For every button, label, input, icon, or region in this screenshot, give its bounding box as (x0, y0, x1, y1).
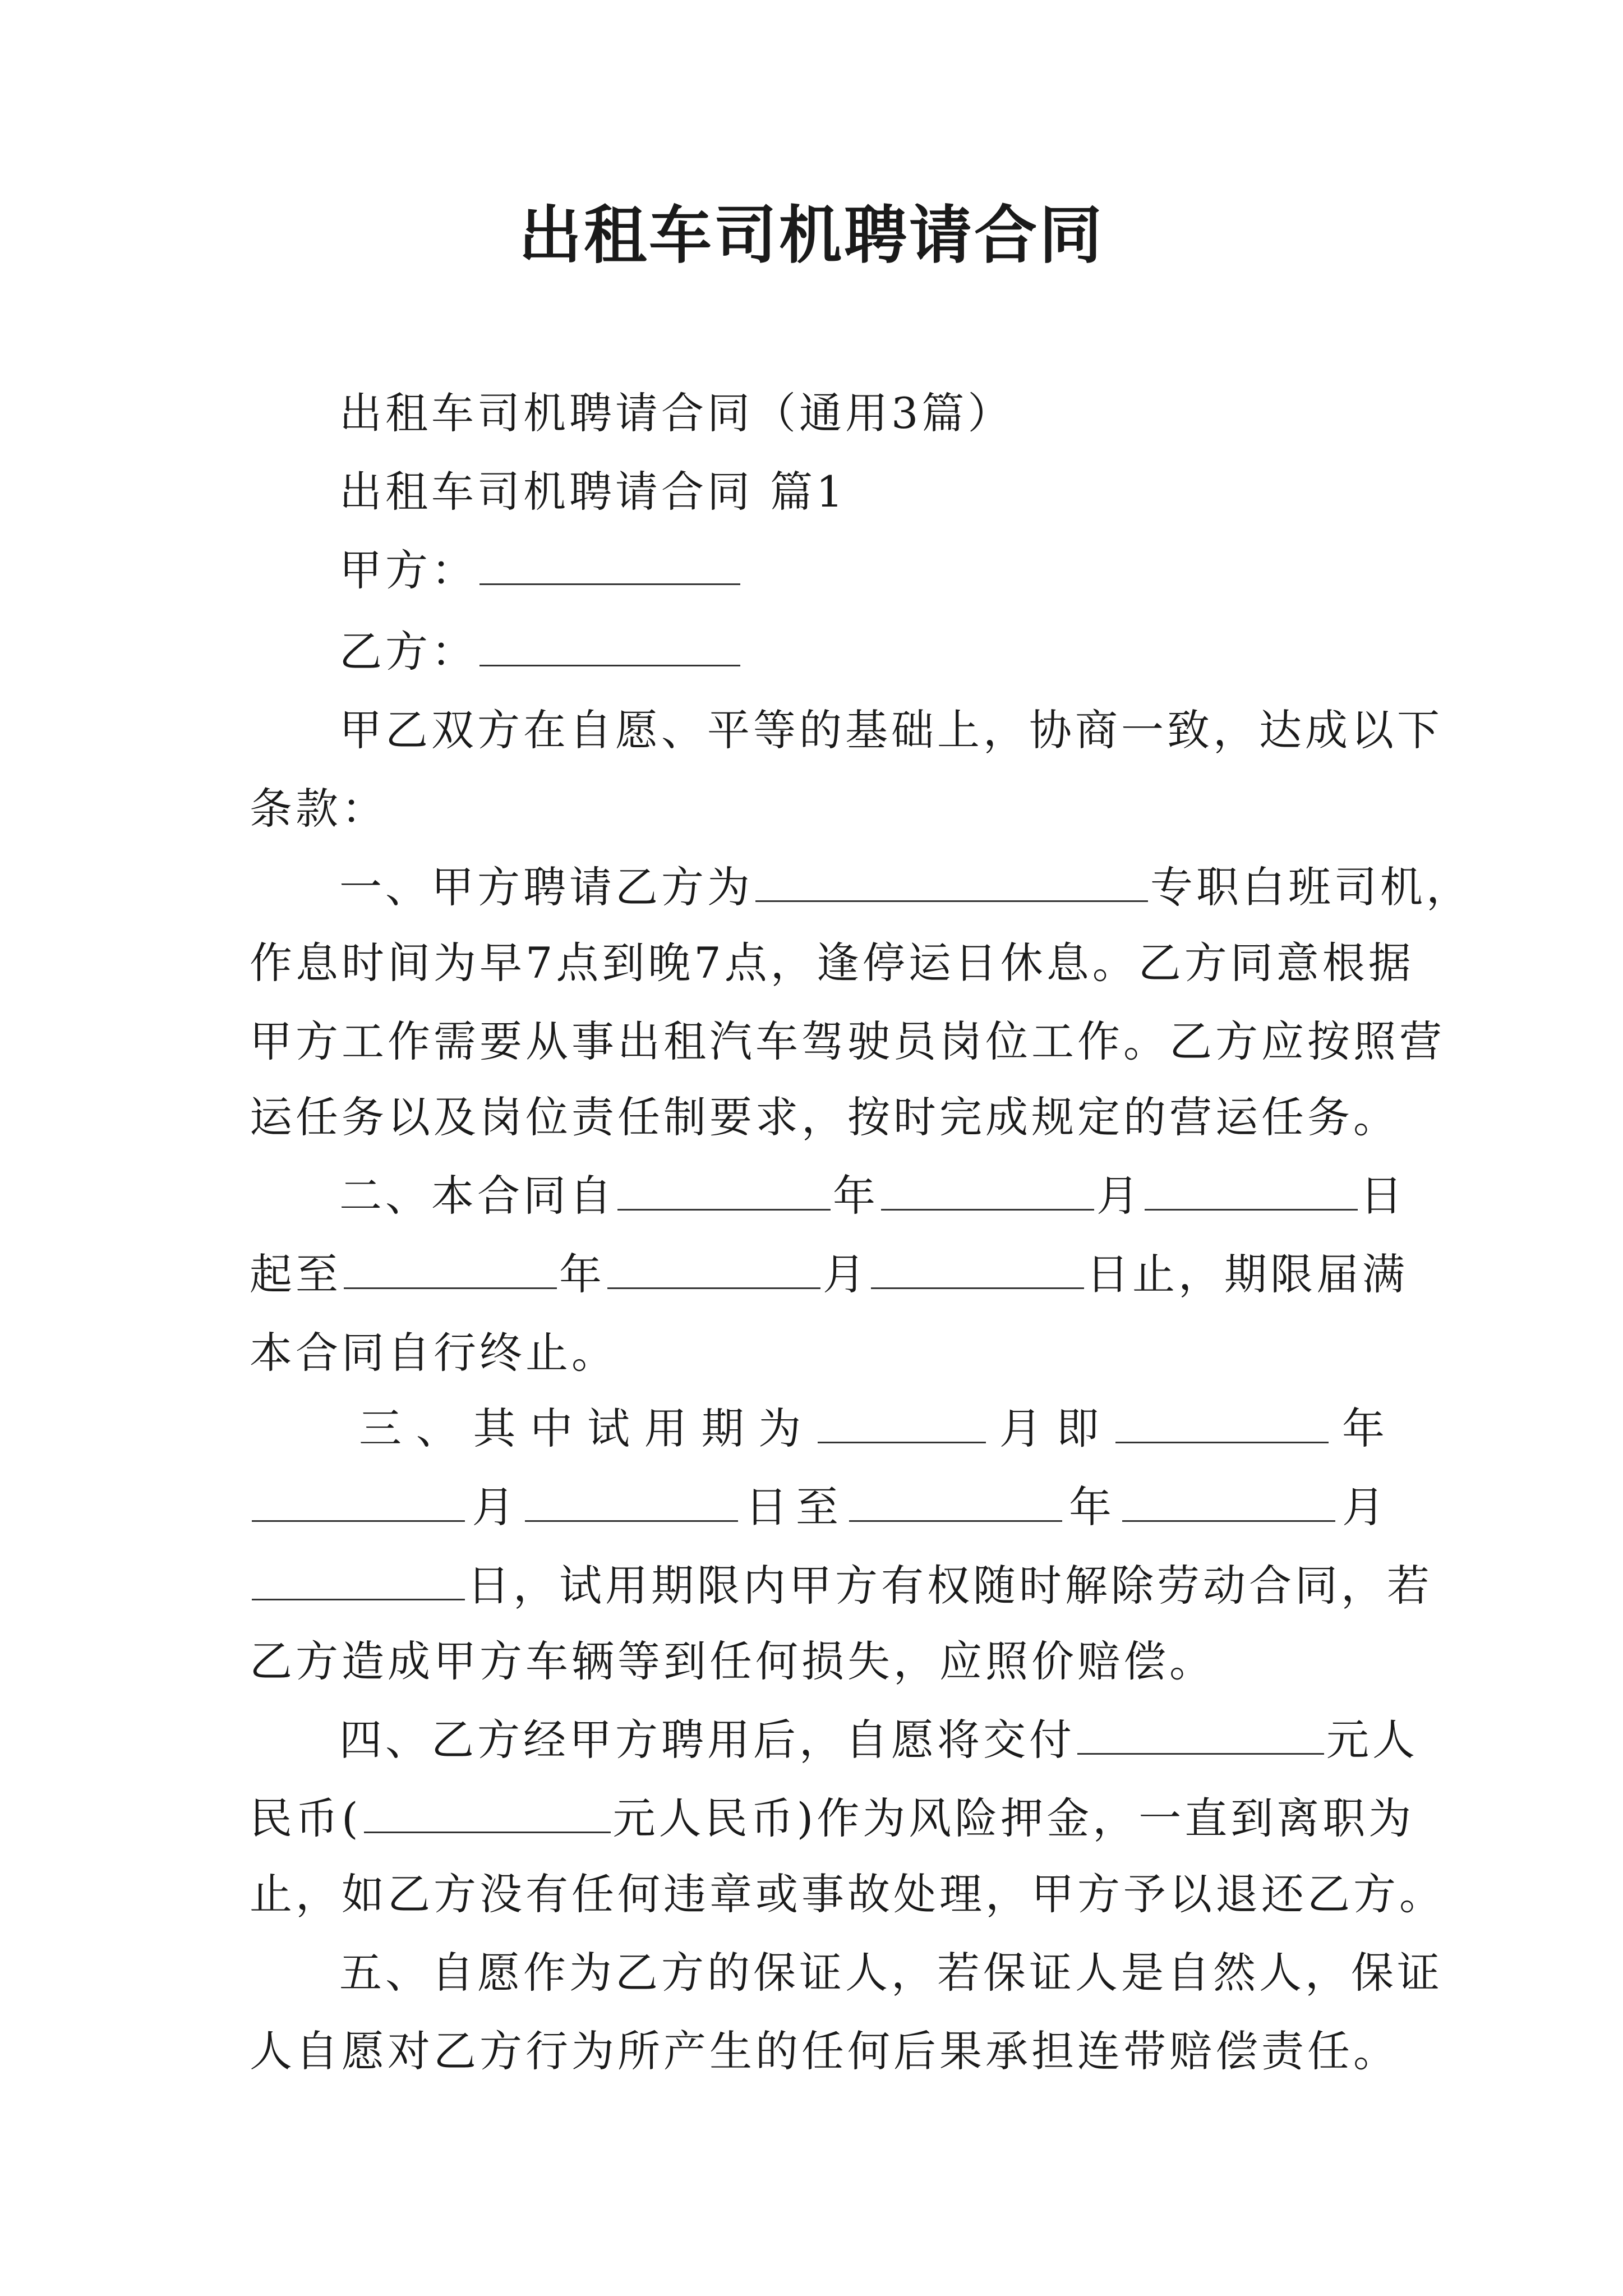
clause-4-text-b: 元人 (1326, 1715, 1418, 1765)
clause-4-text-c: 民币( (250, 1793, 362, 1843)
clause-1-line-2: 作息时间为早7点到晚7点，逢停运日休息。乙方同意根据 (250, 938, 1414, 988)
party-b-line (339, 623, 1388, 681)
probation-start-month-blank[interactable] (252, 1479, 465, 1522)
end-month-blank[interactable] (607, 1246, 820, 1289)
clause-3-text-e: 日至 (740, 1482, 847, 1532)
clause-4-text-a: 四、乙方经甲方聘用后，自愿将交付 (339, 1715, 1075, 1765)
clause-1-line-3: 甲方工作需要从事出租汽车驾驶员岗位工作。乙方应按照营 (250, 1016, 1445, 1066)
party-a-blank[interactable] (479, 542, 740, 585)
clause-3-text-d: 月 (467, 1482, 523, 1532)
clause-3-line-2 (250, 1478, 1388, 1536)
clause-2-text-c: 月 (1096, 1171, 1142, 1221)
probation-end-month-blank[interactable] (1122, 1479, 1335, 1522)
clause-4-line-1 (339, 1711, 1418, 1769)
party-b-blank[interactable] (479, 623, 740, 666)
clause-1-text-a: 一、甲方聘请乙方为 (339, 862, 753, 912)
clause-1-text-b: 专职白班司机， (1150, 862, 1472, 912)
clause-4-text-d: 元人民币)作为风险押金，一直到离职为 (612, 1793, 1415, 1843)
end-year-blank[interactable] (344, 1246, 557, 1289)
party-b-label: 乙方： (339, 627, 477, 677)
clause-3-text-a: 三、其中试用期为 (359, 1404, 815, 1453)
clause-4-line-2 (250, 1789, 1415, 1848)
clause-2-text-g: 月 (823, 1249, 869, 1299)
party-a-line (339, 541, 1388, 600)
clause-2-text-a: 二、本合同自 (339, 1171, 615, 1221)
start-month-blank[interactable] (881, 1167, 1094, 1211)
clause-2-text-f: 年 (559, 1249, 605, 1299)
intro-line-2: 条款： (250, 784, 388, 834)
clause-2-line-2 (250, 1245, 1408, 1304)
clause-2-text-e: 起至 (250, 1249, 342, 1299)
probation-end-day-blank[interactable] (252, 1557, 465, 1600)
clause-2-line-1 (339, 1167, 1406, 1225)
clause-5-line-2: 人自愿对乙方行为所产生的任何后果承担连带赔偿责任。 (250, 2026, 1399, 2076)
clause-2-text-d: 日 (1360, 1171, 1406, 1221)
clause-2-line-3: 本合同自行终止。 (250, 1328, 617, 1378)
probation-end-year-blank[interactable] (849, 1479, 1062, 1522)
clause-3-text-c: 年 (1331, 1404, 1388, 1453)
clause-2-text-h: 日止，期限届满 (1086, 1249, 1408, 1299)
intro-line-1: 甲乙双方在自愿、平等的基础上，协商一致，达成以下 (339, 705, 1443, 755)
clause-3-text-g: 月 (1337, 1482, 1388, 1532)
probation-start-day-blank[interactable] (525, 1479, 738, 1522)
clause-3-line-1 (359, 1400, 1388, 1458)
clause-3-text-h: 日，试用期限内甲方有权随时解除劳动合同，若 (467, 1561, 1433, 1611)
part-heading: 出租车司机聘请合同 篇1 (339, 467, 847, 517)
clause-3-text-f: 年 (1064, 1482, 1120, 1532)
clause-3-text-b: 月即 (988, 1404, 1114, 1453)
deposit-amount-blank[interactable] (1077, 1711, 1324, 1755)
start-day-blank[interactable] (1145, 1167, 1358, 1211)
clause-1-line-1 (339, 858, 1472, 917)
clause-3-line-3 (250, 1557, 1433, 1615)
clause-2-text-b: 年 (833, 1171, 879, 1221)
clause-5-line-1: 五、自愿作为乙方的保证人，若保证人是自然人，保证 (339, 1948, 1443, 1998)
clause-1-line-4: 运任务以及岗位责任制要求，按时完成规定的营运任务。 (250, 1092, 1399, 1142)
clause-1-route-blank[interactable] (755, 859, 1148, 902)
probation-start-year-blank[interactable] (1115, 1400, 1329, 1443)
clause-4-line-3: 止，如乙方没有任何违章或事故处理，甲方予以退还乙方。 (250, 1869, 1445, 1919)
probation-months-blank[interactable] (818, 1400, 986, 1443)
end-day-blank[interactable] (871, 1246, 1084, 1289)
start-year-blank[interactable] (617, 1167, 831, 1211)
party-a-label: 甲方： (339, 545, 477, 595)
subtitle: 出租车司机聘请合同（通用3篇） (339, 388, 1014, 438)
deposit-amount-words-blank[interactable] (364, 1790, 611, 1833)
clause-3-line-4: 乙方造成甲方车辆等到任何损失，应照价赔偿。 (250, 1636, 1215, 1686)
document-title: 出租车司机聘请合同 (519, 199, 1104, 272)
